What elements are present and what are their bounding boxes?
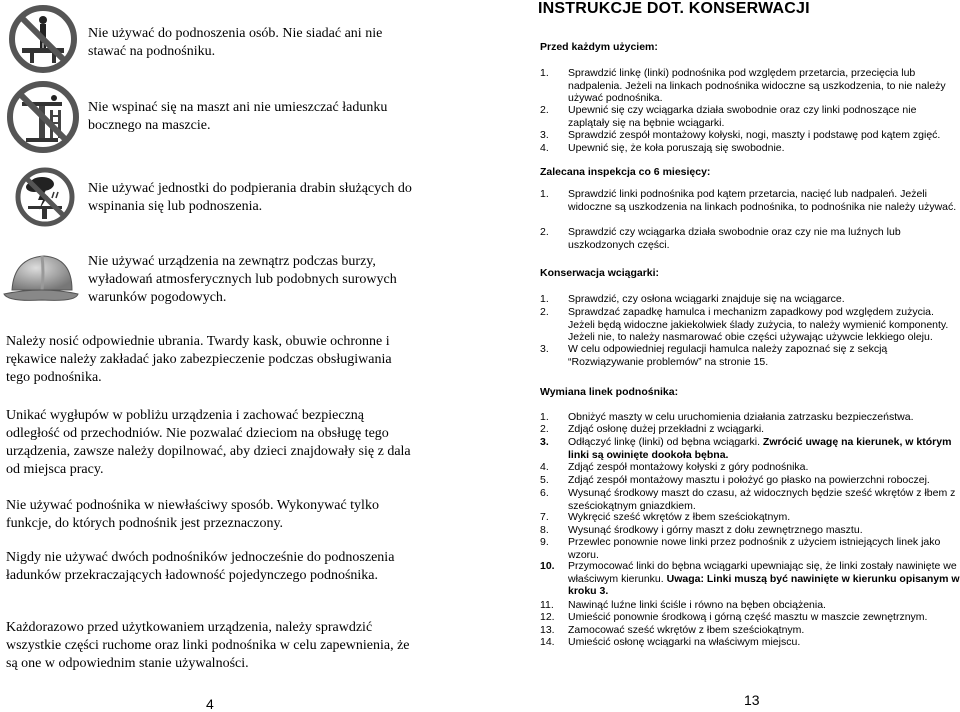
warning-no-storm: Nie używać urządzenia na zewnątrz podczas burzy, wyładowań atmosferycznych lub podobnych surowych warunków pogodowych. [88, 254, 397, 305]
list-item: 8. Wysunąć środkowy i górny maszt z dołu zewnętrznego masztu. [540, 524, 863, 536]
list-item: 12. Umieścić ponownie środkową i górną część masztu w maszcie zewnętrznym. [540, 611, 928, 623]
section-heading-before-use: Przed każdym użyciem: [540, 41, 658, 53]
list-item: 2. Sprawdzić czy wciągarka działa swobodnie oraz czy nie ma luźnych lub uszkodzonych części. [540, 226, 901, 251]
section-heading-six-months: Zalecana inspekcja co 6 miesięcy: [540, 166, 711, 178]
list-item: 3. W celu odpowiedniej regulacji hamulca należy zapoznać się z sekcją “Rozwiązywanie problemów” na stronie 15. [540, 343, 888, 368]
list-item: 4. Zdjąć zespół montażowy kołyski z góry podnośnika. [540, 461, 809, 473]
left-page [0, 0, 480, 711]
list-item: 1. Sprawdzić linkę (linki) podnośnika pod względem przetarcia, przecięcia lub nadpalenia. Jeżeli na linkach podnośnika widoczne są uszkodzenia, to nie należy używać podnośnika. [540, 67, 946, 104]
list-item: 5. Zdjąć zespół montażowy masztu i położyć go płasko na powierzchni roboczej. [540, 474, 930, 486]
paragraph-bystanders: Unikać wygłupów w pobliżu urządzenia i zachować bezpieczną odległość od przechodniów. Nie pozwalać dzieciom na obsługę tego urządzenia, zawsze należy dopilnować, aby dzieci znajdowały się z dala od miejsca pracy. [6, 408, 411, 477]
list-item: 7. Wykręcić sześć wkrętów z łbem sześciokątnym. [540, 511, 791, 523]
warning-no-person-lift: Nie używać do podnoszenia osób. Nie siadać ani nie stawać na podnośniku. [88, 26, 383, 59]
warning-no-ladder-support: Nie używać jednostki do podpierania drabin służących do wspinania się lub podnoszenia. [88, 181, 412, 214]
page-number-right: 13 [744, 692, 760, 708]
list-item: 2. Sprawdzać zapadkę hamulca i mechanizm zapadkowy pod względem zużycia. Jeżeli będą widoczne jakiekolwiek ślady zużycia, to należy wymienić komponenty. Jeżeli nie, to należy nasmarować obie części używając używcie lekkiego oleju. [540, 306, 949, 343]
list-item: 1. Obniżyć maszty w celu uruchomienia działania zatrzasku bezpieczeństwa. [540, 411, 914, 423]
list-item: 3. Sprawdzić zespół montażowy kołyski, nogi, maszty i podstawę pod kątem zgięć. [540, 129, 941, 141]
list-item: 4. Upewnić się, że koła poruszają się swobodnie. [540, 142, 785, 154]
list-item: 2. Zdjąć osłonę dużej przekładni z wciągarki. [540, 423, 765, 435]
paragraph-two-lifts: Nigdy nie używać dwóch podnośników jednocześnie do podnoszenia ładunków przekraczających ładowność pojedynczego podnośnika. [6, 550, 395, 583]
page-number-left: 4 [206, 696, 214, 712]
paragraph-clothing: Należy nosić odpowiednie ubrania. Twardy kask, obuwie ochronne i rękawice należy zakładać jako zabezpieczenie podczas obsługiwania tego podnośnika. [6, 334, 392, 385]
list-item: 9. Przewlec ponownie nowe linki przez podnośnik z użyciem istniejących linek jako wzoru. [540, 536, 941, 561]
list-item: 2. Upewnić się czy wciągarka działa swobodnie oraz czy linki podnoszące nie zaplątały się na bębnie wciągarki. [540, 104, 917, 129]
list-item: 3. Odłączyć linkę (linki) od bębna wciągarki. Zwrócić uwagę na kierunek, w którym linki są owinięte dookoła bębna. [540, 436, 952, 461]
hard-hat-icon [2, 250, 80, 308]
list-item: 10. Przymocować linki do bębna wciągarki upewniając się, że linki zostały nawinięte we właściwym kierunku. Uwaga: Linki muszą być nawinięte w kierunku opisanym w kroku 3. [540, 560, 960, 597]
section-heading-winch: Konserwacja wciągarki: [540, 267, 660, 279]
list-item: 11. Nawinąć luźne linki ściśle i równo na bęben obciążenia. [540, 599, 826, 611]
no-person-lift-icon [8, 4, 78, 74]
list-item: 13. Zamocować sześć wkrętów z łbem sześciokątnym. [540, 624, 805, 636]
list-item: 6. Wysunąć środkowy maszt do czasu, aż widocznych będzie sześć wkrętów z łbem z sześciokątnym gniazdkiem. [540, 487, 956, 512]
section-heading-cable-replacement: Wymiana linek podnośnika: [540, 386, 679, 398]
paragraph-proper-use: Nie używać podnośnika w niewłaściwy sposób. Wykonywać tylko funkcje, do których podnośnik jest przeznaczony. [6, 498, 379, 531]
no-storm-icon [14, 166, 76, 228]
list-item: 1. Sprawdzić linki podnośnika pod kątem przetarcia, nacięć lub nadpaleń. Jeżeli widoczne są uszkodzenia na linkach podnośnika, to podnośnika nie należy używać. [540, 188, 957, 213]
warning-no-climbing-mast: Nie wspinać się na maszt ani nie umieszczać ładunku bocznego na maszcie. [88, 100, 388, 133]
paragraph-inspect: Każdorazowo przed użytkowaniem urządzenia, należy sprawdzić wszystkie części ruchome oraz linki podnośnika w celu zapewnienia, że są one w odpowiednim stanie używalności. [6, 620, 410, 671]
list-item: 14. Umieścić osłonę wciągarki na właściwym miejscu. [540, 636, 801, 648]
page-title: INSTRUKCJE DOT. KONSERWACJI [538, 0, 810, 17]
list-item: 1. Sprawdzić, czy osłona wciągarki znajduje się na wciągarce. [540, 293, 845, 305]
no-climbing-mast-icon [6, 80, 80, 154]
